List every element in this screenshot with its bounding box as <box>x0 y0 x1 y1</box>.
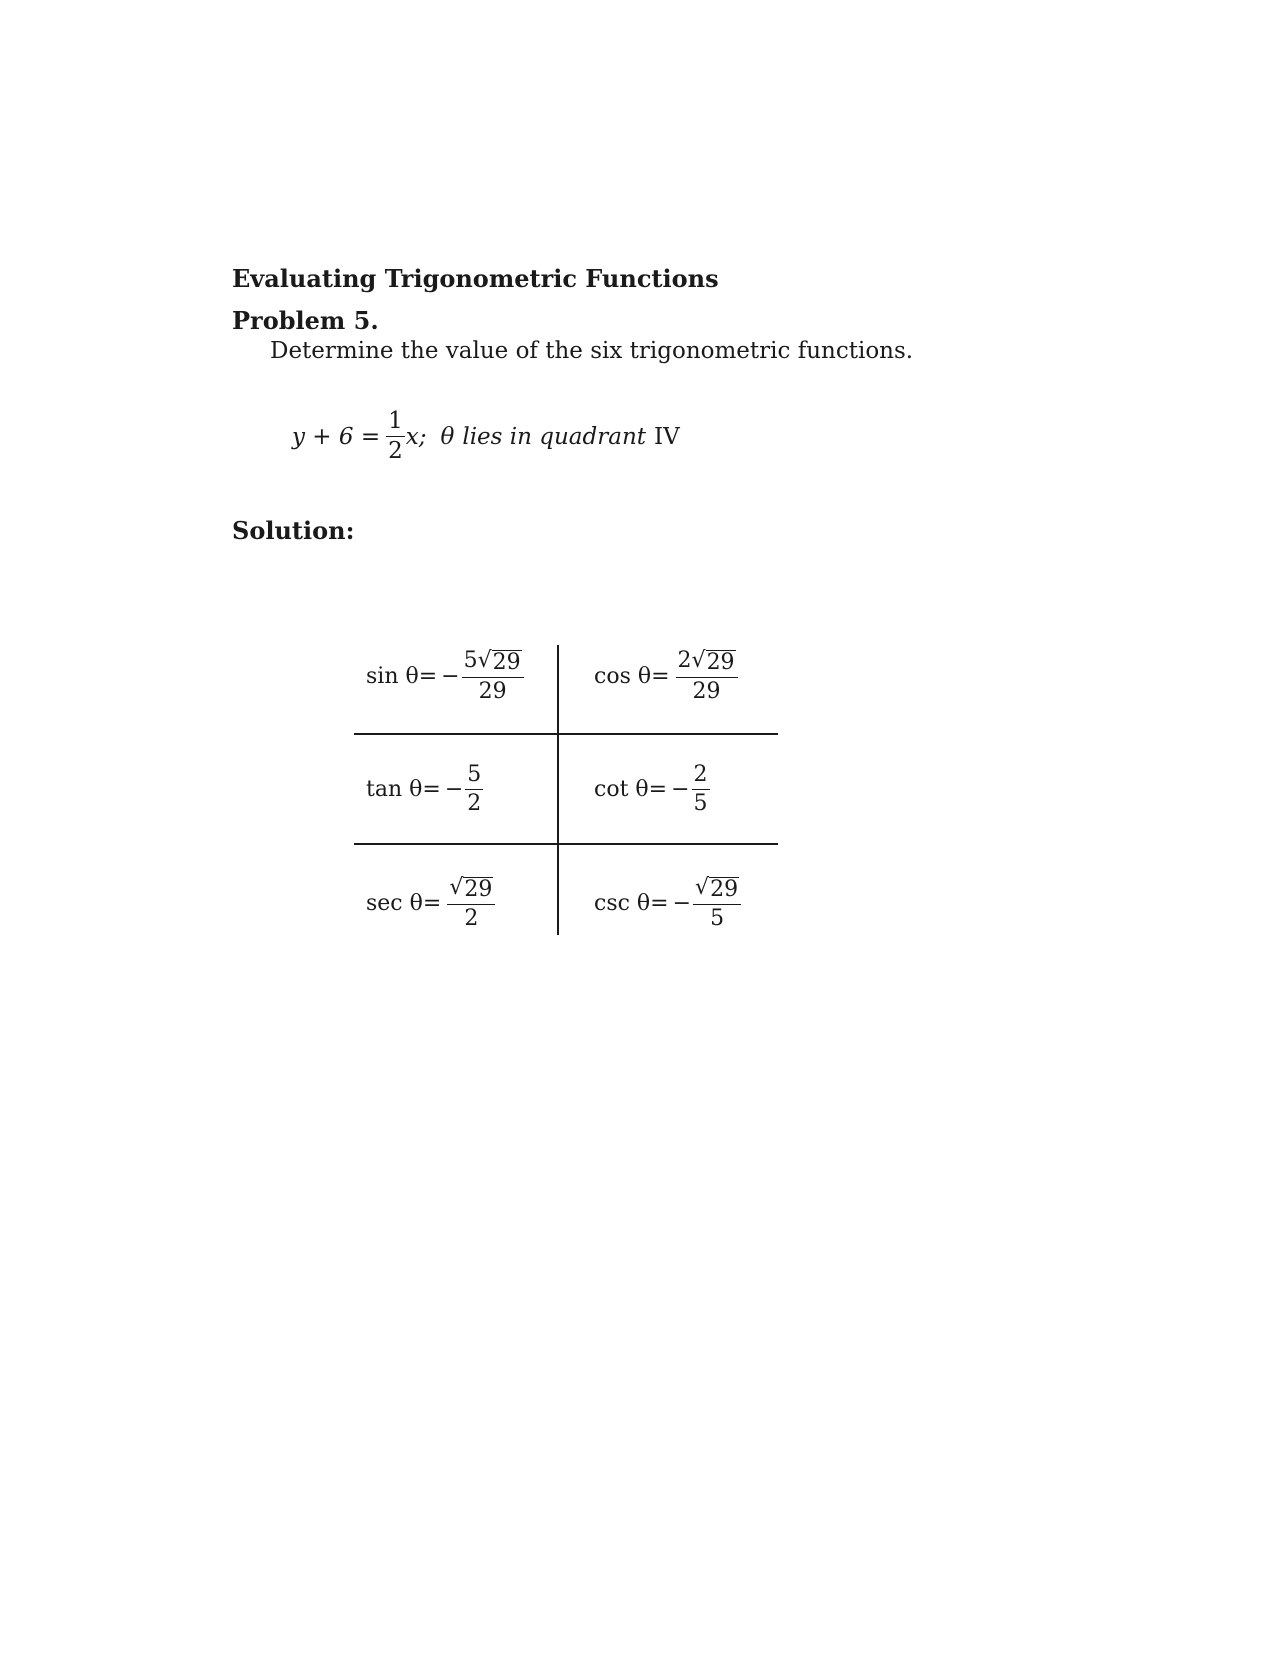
sec-radicand: 29 <box>464 876 493 902</box>
csc-numerator <box>693 874 741 905</box>
tan-numerator <box>465 761 483 790</box>
cos-fraction <box>676 647 738 704</box>
cot-numerator <box>692 761 710 790</box>
table-divider-1 <box>354 733 778 735</box>
solution-label: Solution: <box>232 516 355 545</box>
sin-sign: − <box>441 663 460 689</box>
cos-radicand: 29 <box>706 649 735 675</box>
cot-denominator: 5 <box>693 790 708 816</box>
cos-label: cos θ= <box>594 663 670 689</box>
table-divider-2 <box>354 843 778 845</box>
csc-radical-sign: √ <box>695 874 710 900</box>
tan-label: tan θ= <box>366 776 441 802</box>
page-title: Evaluating Trigonometric Functions <box>232 264 719 293</box>
problem-label: Problem 5. <box>232 306 379 335</box>
csc-square-root <box>695 874 739 902</box>
sin-denominator: 29 <box>478 678 507 704</box>
csc-radicand: 29 <box>710 876 739 902</box>
result-cell-sec <box>366 872 495 934</box>
cos-radical-sign: √ <box>691 647 706 673</box>
csc-label: csc θ= <box>594 890 669 916</box>
equation-variable: x; <box>405 423 427 450</box>
cot-sign: − <box>671 776 690 802</box>
cos-numerator <box>676 647 738 678</box>
cos-coefficient: 2 <box>677 647 692 673</box>
sin-label: sin θ= <box>366 663 438 689</box>
fraction-numerator: 1 <box>386 410 405 437</box>
result-cell-cot <box>594 758 710 820</box>
cot-numerator-value: 2 <box>693 761 708 787</box>
quadrant-condition: lies in quadrant <box>462 423 646 450</box>
tan-numerator-value: 5 <box>467 761 482 787</box>
equation-fraction <box>386 410 405 463</box>
table-vertical-divider <box>557 645 559 935</box>
sin-square-root <box>477 647 522 675</box>
result-cell-tan <box>366 758 483 820</box>
csc-denominator: 5 <box>710 905 725 931</box>
cot-label: cot θ= <box>594 776 668 802</box>
sin-fraction <box>462 647 524 704</box>
tan-fraction <box>465 761 483 816</box>
sin-numerator <box>462 647 524 678</box>
result-cell-cos <box>594 645 738 707</box>
sin-coefficient: 5 <box>463 647 478 673</box>
sec-fraction <box>447 874 495 931</box>
sec-numerator <box>447 874 495 905</box>
sin-radical-sign: √ <box>477 647 492 673</box>
tan-denominator: 2 <box>467 790 482 816</box>
fraction-denominator: 2 <box>388 438 403 464</box>
csc-fraction <box>693 874 741 931</box>
sec-label: sec θ= <box>366 890 442 916</box>
cot-fraction <box>692 761 710 816</box>
result-cell-csc <box>594 872 741 934</box>
equation-lhs: y + 6 = <box>292 423 381 450</box>
sec-radical-sign: √ <box>449 874 464 900</box>
sec-square-root <box>449 874 493 902</box>
sin-radicand: 29 <box>492 649 521 675</box>
quadrant-number: IV <box>654 423 680 450</box>
result-cell-sin <box>366 645 524 707</box>
theta-symbol: θ <box>440 423 455 450</box>
sec-denominator: 2 <box>464 905 479 931</box>
tan-sign: − <box>444 776 464 802</box>
given-equation <box>292 410 680 463</box>
cos-square-root <box>691 647 736 675</box>
csc-sign: − <box>672 890 692 916</box>
instruction-text: Determine the value of the six trigonometric functions. <box>270 338 914 364</box>
cos-denominator: 29 <box>692 678 721 704</box>
